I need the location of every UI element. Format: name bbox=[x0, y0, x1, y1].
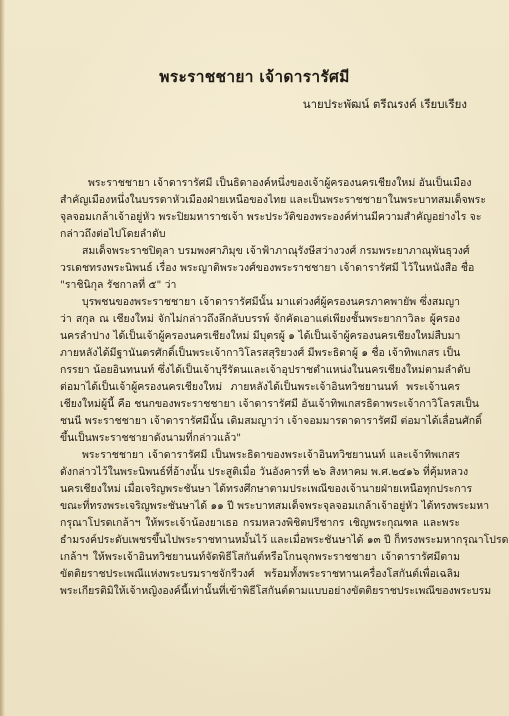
document-title: พระราชชายา เจ้าดารารัศมี bbox=[159, 67, 350, 86]
paragraph-line: เกล้าฯ ให้พระเจ้าอินทวิชยานนท์จัดพิธีโสกันต์หรือโกนจุกพระราชชายา เจ้าดารารัศมีตาม bbox=[60, 551, 460, 563]
paragraph-line: พระเกียรติมิให้เจ้าหญิงองค์นี้เท่านั้นที่เข้าพิธีโสกันต์ตามแบบอย่างขัตติยราชประเพณีของพระบรม bbox=[60, 585, 492, 597]
paragraph-line: ว่า สกุล ณ เชียงใหม่ จักไม่กล่าวถึงลึกลับบรรพ์ จักคัดเอาแต่เพียงชั้นพระยากาวิละ ผู้ครอง bbox=[60, 313, 460, 325]
paragraph-line: ขึ้นเป็นพระราชชายาดังนามที่กล่าวแล้ว" bbox=[60, 432, 242, 444]
paragraph-line: ดังกล่าวไว้ในพระนิพนธ์ที่อ้างนั้น ประสูติเมื่อ วันอังคารที่ ๒๖ สิงหาคม พ.ศ.๒๔๑๖ ที่คุ้มหลวง bbox=[60, 466, 469, 478]
paragraph-line: ต่อมาได้เป็นเจ้าผู้ครองนครเชียงใหม่ ภายหลังได้เป็นพระเจ้าอินทวิชยานนท์ พระเจ้านคร bbox=[60, 381, 460, 393]
paragraph-line: บุรพชนของพระราชชายา เจ้าดารารัศมีนั้น มาแต่วงศ์ผู้ครองนครภาคพายัพ ซึ่งสมญา bbox=[82, 296, 460, 308]
paragraph-line: จุลจอมเกล้าเจ้าอยู่หัว พระปิยมหาราชเจ้า พระประวัติของพระองค์ท่านมีความสำคัญอย่างไร จะ bbox=[60, 211, 482, 223]
paragraph-line: ภายหลังได้มีฐานันดรศักดิ์เป็นพระเจ้ากาวิโลรสสุริยวงศ์ มีพระธิดาผู้ ๑ ชื่อ เจ้าทิพเกสร เป็น bbox=[60, 347, 461, 359]
document-author: นายประพัฒน์ ตรีณรงค์ เรียบเรียง bbox=[302, 97, 467, 111]
paragraph-line: วรเดชทรงพระนิพนธ์ เรื่อง พระญาติพระวงศ์ของพระราชชายา เจ้าดารารัศมี ไว้ในหนังสือ ชื่อ bbox=[60, 262, 475, 274]
paragraph-line: ชนนี พระราชชายา เจ้าดารารัศมีนั้น เดิมสมญาว่า เจ้าจอมมารดาดารารัศมี ต่อมาได้เลื่อนศักดิ์ bbox=[60, 415, 482, 427]
paragraph-line: สมเด็จพระราชปิตุลา บรมพงศาภิมุข เจ้าฟ้าภาณุรังษีสว่างวงศ์ กรมพระยาภาณุพันธุวงศ์ bbox=[82, 245, 470, 257]
paragraph-line: พระราชชายา เจ้าดารารัศมี เป็นธิดาองค์หนึ่งของเจ้าผู้ครองนครเชียงใหม่ อันเป็นเมือง bbox=[88, 177, 472, 189]
paragraph-line: กรรยา น้อยอินทนนท์ ซึ่งได้เป็นเจ้าบุรีรัตนและเจ้าอุปราชตำแหน่งในนครเชียงใหม่ตามลำดับ bbox=[60, 364, 471, 376]
page-edge-shadow bbox=[0, 0, 5, 716]
paragraph-line: "ราชินิกุล รัชกาลที่ ๕" ว่า bbox=[60, 279, 177, 291]
paragraph-line: นครลำปาง ได้เป็นเจ้าผู้ครองนครเชียงใหม่ มีบุตรผู้ ๑ ได้เป็นเจ้าผู้ครองนครเชียงใหม่สืบมา bbox=[60, 330, 461, 342]
paragraph-line: กล่าวถึงต่อไปโดยลำดับ bbox=[60, 228, 166, 240]
paragraph-line: ขณะที่ทรงพระเจริญพระชันษาได้ ๑๑ ปี พระบาทสมเด็จพระจุลจอมเกล้าเจ้าอยู่หัว ได้ทรงพระมหา bbox=[60, 500, 490, 512]
paragraph-line: นครเชียงใหม่ เมื่อเจริญพระชันษา ได้ทรงศึกษาตามประเพณีของเจ้านายฝ่ายเหนือทุกประการ bbox=[60, 483, 473, 495]
paragraph-line: เชียงใหม่ผู้นี้ คือ ชนกของพระราชชายา เจ้าดารารัศมี อันเจ้าทิพเกสรธิดาพระเจ้ากาวิโลรสเป็น bbox=[60, 398, 479, 410]
paragraph-line: สำคัญเมืองหนึ่งในบรรดาหัวเมืองฝ่ายเหนือของไทย และเป็นพระราชชายาในพระบาทสมเด็จพระ bbox=[60, 194, 486, 206]
paragraph-line: พระราชชายา เจ้าดารารัศมี เป็นพระธิดาของพระเจ้าอินทวิชยานนท์ และเจ้าทิพเกสร bbox=[82, 449, 460, 461]
document-body bbox=[60, 175, 509, 600]
paragraph-line: ขัตติยราชประเพณีแห่งพระบรมราชจักรีวงศ์ พร้อมทั้งพระราชทานเครื่องโสกันต์เพื่อเฉลิม bbox=[60, 568, 460, 580]
paragraph-line: ธำมรงค์ประดับเพชรขึ้นไปพระราชทานหมั้นไว้ และเมื่อพระชันษาได้ ๑๓ ปี ก็ทรงพระมหากรุณาโปรด bbox=[60, 534, 509, 546]
paragraph-line: กรุณาโปรดเกล้าฯ ให้พระเจ้าน้องยาเธอ กรมหลวงพิชิตปรีชากร เชิญพระกุณฑล และพระ bbox=[60, 517, 460, 529]
